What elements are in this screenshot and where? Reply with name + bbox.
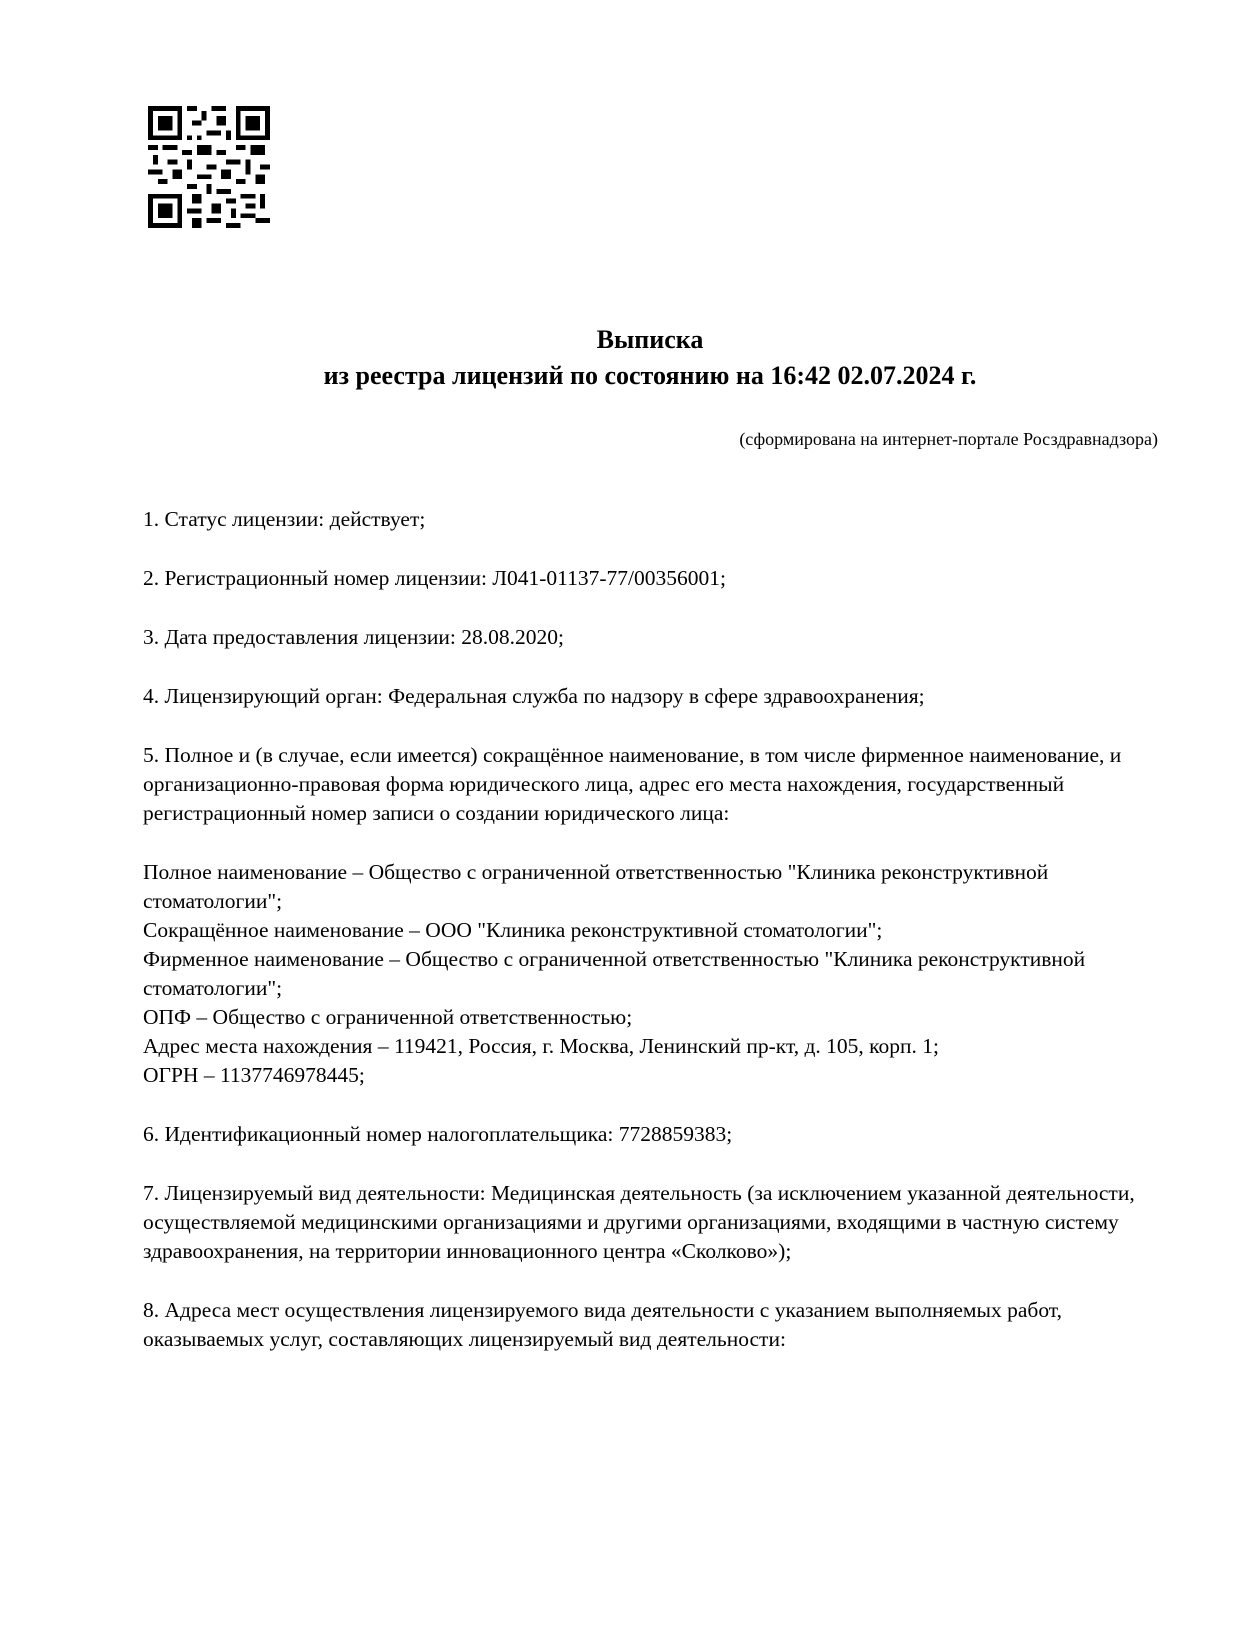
license-places: 8. Адреса мест осуществления лицензируемого вида деятельности с указанием выполняемых работ, оказываемых услуг, составляющих лицензируемый вид деятельности: <box>143 1298 1062 1351</box>
license-reg-number: 2. Регистрационный номер лицензии: Л041-01137-77/00356001; <box>143 566 726 590</box>
license-authority: 4. Лицензирующий орган: Федеральная служба по надзору в сфере здравоохранения; <box>143 684 925 708</box>
entity-opf: ОПФ – Общество с ограниченной ответственностью; <box>143 1005 633 1029</box>
document-title-block <box>0 322 1240 394</box>
license-status: 1. Статус лицензии: действует; <box>143 507 426 531</box>
document-subtitle: из реестра лицензий по состоянию на 16:42 02.07.2024 г. <box>323 361 977 390</box>
portal-note: (сформирована на интернет-портале Росздравнадзора) <box>739 429 1158 449</box>
qr-code-icon <box>148 106 270 228</box>
entity-full-name: Полное наименование – Общество с ограниченной ответственностью "Клиника реконструктивной стоматологии"; <box>143 860 1049 913</box>
license-activity: 7. Лицензируемый вид деятельности: Медицинская деятельность (за исключением указанной деятельности, осуществляемой медицинскими организациями и другими организациями, входящими в частную систему здравоохранения, на территории инновационного центра «Сколково»); <box>143 1181 1135 1263</box>
entity-ogrn: ОГРН – 1137746978445; <box>143 1063 365 1087</box>
license-date: 3. Дата предоставления лицензии: 28.08.2020; <box>143 625 564 649</box>
license-details <box>143 505 1153 1354</box>
entity-intro: 5. Полное и (в случае, если имеется) сокращённое наименование, в том числе фирменное наименование, и организационно-правовая форма юридического лица, адрес его места нахождения, государственный регистрационный номер записи о создании юридического лица: <box>143 743 1122 825</box>
entity-short-name: Сокращённое наименование – ООО "Клиника реконструктивной стоматологии"; <box>143 918 883 942</box>
document-title: Выписка <box>596 325 704 354</box>
entity-brand-name: Фирменное наименование – Общество с ограниченной ответственностью "Клиника реконструктивной стоматологии"; <box>143 947 1086 1000</box>
entity-address: Адрес места нахождения – 119421, Россия, г. Москва, Ленинский пр-кт, д. 105, корп. 1; <box>143 1034 939 1058</box>
entity-inn: 6. Идентификационный номер налогоплательщика: 7728859383; <box>143 1122 733 1146</box>
